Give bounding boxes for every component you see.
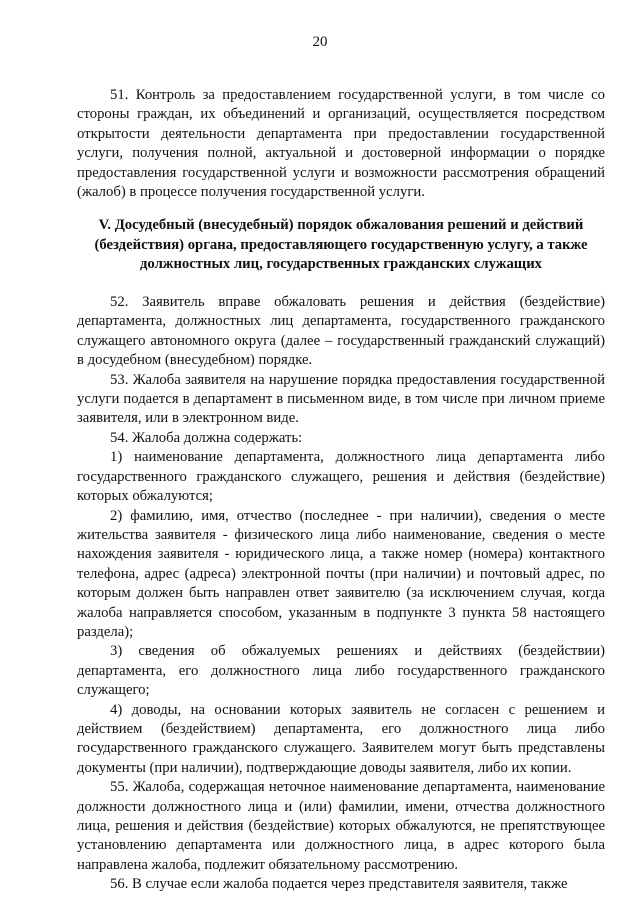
paragraph-56: 56. В случае если жалоба подается через представителя заявителя, также xyxy=(110,876,568,893)
paragraph-54-item-2: 2) фамилию, имя, отчество (последнее - при наличии), сведения о месте жительства заявителя - физического лица либо наименование, сведения о месте нахождения заявителя - юридического лица, а также номер (номера) контактного телефона, адрес (адреса) электронной почты (при наличии) и почтовый адрес, по которым должен быть направлен ответ заявителю (за исключением случая, когда жалоба направляется способом, указанным в подпункте 3 пункта 58 настоящего раздела); xyxy=(77,507,605,640)
paragraph-51: 51. Контроль за предоставлением государственной услуги, в том числе со стороны граждан, их объединений и организаций, осуществляется посредством открытости деятельности департамента при предоставлении государственной услуги, получения полной, актуальной и достоверной информации о порядке предоставления государственной услуги и возможности рассмотрения обращений (жалоб) в процессе получения государственной услуги. xyxy=(77,87,605,201)
section-heading: V. Досудебный (внесудебный) порядок обжалования решений и действий (бездействия) органа, предоставляющего государственную услугу, а также должностных лиц, государственных гражданских служащих xyxy=(94,217,588,272)
document-body xyxy=(77,86,605,895)
paragraph-55: 55. Жалоба, содержащая неточное наименование департамента, наименование должности должностного лица и (или) фамилии, имени, отчества должностного лица, решения и действия (бездействие) которых обжалуются, не препятствующее установлению департамента или должностного лица, в адрес которого была направлена жалоба, подлежит обязательному рассмотрению. xyxy=(77,779,605,873)
paragraph-54: 54. Жалоба должна содержать: xyxy=(110,429,303,446)
paragraph-53: 53. Жалоба заявителя на нарушение порядка предоставления государственной услуги подается в департамент в письменном виде, в том числе при личном приеме заявителя, или в электронном виде. xyxy=(77,371,605,427)
paragraph-54-item-4: 4) доводы, на основании которых заявитель не согласен с решением и действием (бездействием) департамента, его должностного лица либо государственного гражданского служащего. Заявителем могут быть представлены документы (при наличии), подтверждающие доводы заявителя, либо их копии. xyxy=(77,701,605,776)
page-number: 20 xyxy=(312,34,328,50)
paragraph-54-item-1: 1) наименование департамента, должностного лица департамента либо государственного гражданского служащего, решения и действия (бездействие) которых обжалуются; xyxy=(77,449,605,505)
paragraph-52: 52. Заявитель вправе обжаловать решения и действия (бездействие) департамента, должностных лиц департамента, государственного гражданского служащего автономного округа (далее – государственный гражданский служащий) в досудебном (внесудебном) порядке. xyxy=(77,294,605,369)
paragraph-54-item-3: 3) сведения об обжалуемых решениях и действиях (бездействии) департамента, его должностного лица либо государственного гражданского служащего; xyxy=(77,643,605,699)
